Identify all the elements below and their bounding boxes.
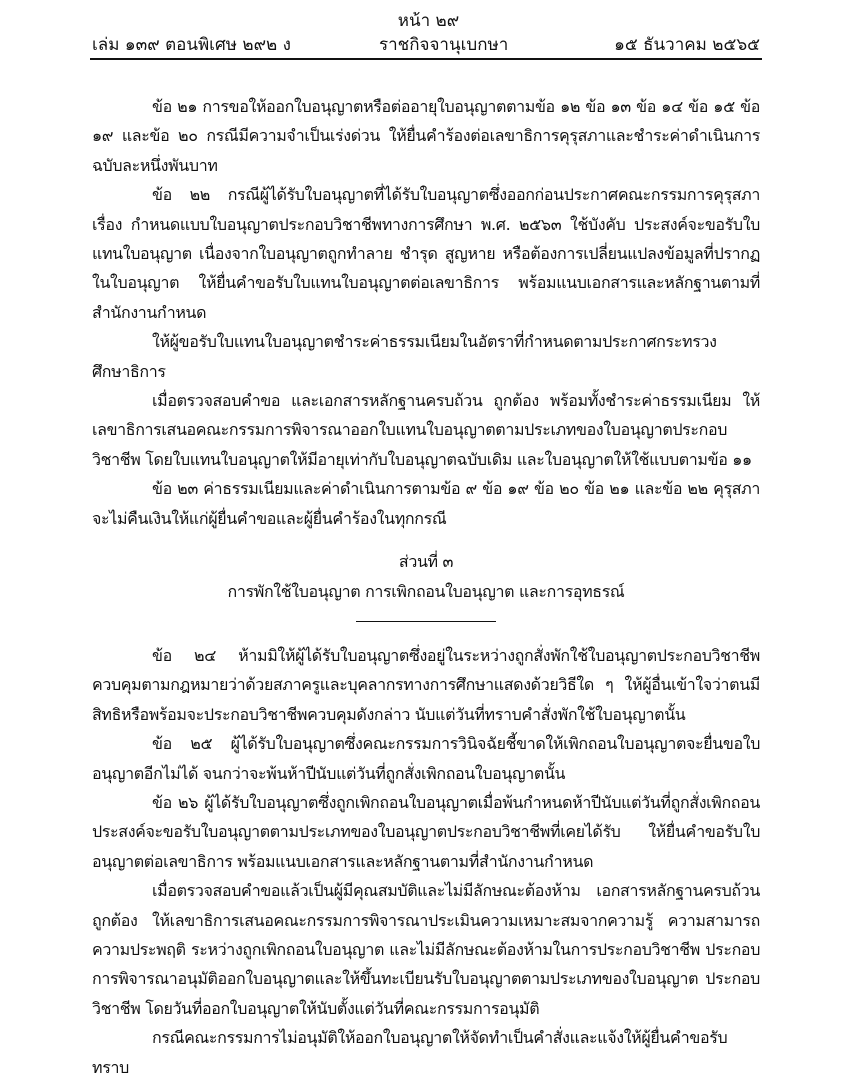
- clause-22: ข้อ ๒๒ กรณีผู้ได้รับใบอนุญาตที่ได้รับใบอนุญาตซึ่งออกก่อนประกาศคณะกรรมการคุรุสภา เรื่อง กำหนดแบบใบอนุญาตประกอบวิชาชีพทางการศึกษา พ.ศ. ๒๕๖๓ ใช้บังคับ ประสงค์จะขอรับใบแทนใบอนุญาต เนื่องจากใบอนุญาตถูกทำลาย ชำรุด สูญหาย หรือต้องการเปลี่ยนแปลงข้อมูลที่ปรากฏในใบอนุญาต ให้ยื่นคำขอรับใบแทนใบอนุญาตต่อเลขาธิการ พร้อมแนบเอกสารและหลักฐานตามที่สำนักงานกำหนด: [92, 185, 760, 322]
- clause-26-reject: กรณีคณะกรรมการไม่อนุมัติให้ออกใบอนุญาตให้จัดทำเป็นคำสั่งและแจ้งให้ผู้ยื่นคำขอรับทราบ: [92, 1028, 728, 1077]
- volume-issue: เล่ม ๑๓๙ ตอนพิเศษ ๒๙๒ ง: [92, 35, 291, 55]
- clause-23: ข้อ ๒๓ ค่าธรรมเนียมและค่าดำเนินการตามข้อ ๙ ข้อ ๑๙ ข้อ ๒๐ ข้อ ๒๑ และข้อ ๒๒ คุรุสภาจะไม่คืนเงินให้แก่ผู้ยื่นคำขอและผู้ยื่นคำร้องในทุกกรณี: [92, 479, 760, 528]
- page-number: หน้า ๒๙: [397, 11, 460, 31]
- clause-24: ข้อ ๒๔ ห้ามมิให้ผู้ได้รับใบอนุญาตซึ่งอยู่ในระหว่างถูกสั่งพักใช้ใบอนุญาตประกอบวิชาชีพควบคุมตามกฎหมายว่าด้วยสภาครูและบุคลากรทางการศึกษาแสดงด้วยวิธีใด ๆ ให้ผู้อื่นเข้าใจว่าตนมีสิทธิหรือพร้อมจะประกอบวิชาชีพควบคุมดังกล่าว นับแต่วันที่ทราบคำสั่งพักใช้ใบอนุญาตนั้น: [92, 645, 760, 724]
- clause-25: ข้อ ๒๕ ผู้ได้รับใบอนุญาตซึ่งคณะกรรมการวินิจฉัยชี้ขาดให้เพิกถอนใบอนุญาตจะยื่นขอใบอนุญาตอีกไม่ได้ จนกว่าจะพ้นห้าปีนับแต่วันที่ถูกสั่งเพิกถอนใบอนุญาตนั้น: [92, 734, 760, 783]
- section-divider: [356, 621, 496, 622]
- clause-22-fee: ให้ผู้ขอรับใบแทนใบอนุญาตชำระค่าธรรมเนียมในอัตราที่กำหนดตามประกาศกระทรวงศึกษาธิการ: [92, 332, 717, 381]
- document-body: [92, 92, 760, 1082]
- clause-22-review: เมื่อตรวจสอบคำขอ และเอกสารหลักฐานครบถ้วน ถูกต้อง พร้อมทั้งชำระค่าธรรมเนียม ให้เลขาธิการเสนอคณะกรรมการพิจารณาออกใบแทนใบอนุญาตตามประเภทของใบอนุญาตประกอบวิชาชีพ โดยใบแทนใบอนุญาตให้มีอายุเท่ากับใบอนุญาตฉบับเดิม และใบอนุญาตให้ใช้แบบตามข้อ ๑๑: [92, 391, 760, 469]
- publication-date: ๑๕ ธันวาคม ๒๕๖๕: [614, 35, 760, 55]
- clause-26-review: เมื่อตรวจสอบคำขอแล้วเป็นผู้มีคุณสมบัติและไม่มีลักษณะต้องห้าม เอกสารหลักฐานครบถ้วน ถูกต้อง ให้เลขาธิการเสนอคณะกรรมการพิจารณาประเมินความเหมาะสมจากความรู้ ความสามารถ ความประพฤติ ระหว่างถูกเพิกถอนใบอนุญาต และไม่มีลักษณะต้องห้ามในการประกอบวิชาชีพ ประกอบการพิจารณาอนุมัติออกใบอนุญาตและให้ขึ้นทะเบียนรับใบอนุญาตตามประเภทของใบอนุญาต ประกอบวิชาชีพ โดยวันที่ออกใบอนุญาตให้นับตั้งแต่วันที่คณะกรรมการอนุมัติ: [92, 881, 760, 1018]
- section-label: ส่วนที่ ๓: [398, 552, 454, 572]
- gazette-header: [92, 32, 760, 58]
- section-title: การพักใช้ใบอนุญาต การเพิกถอนใบอนุญาต และการอุทธรณ์: [227, 581, 625, 601]
- clause-21: ข้อ ๒๑ การขอให้ออกใบอนุญาตหรือต่ออายุใบอนุญาตตามข้อ ๑๒ ข้อ ๑๓ ข้อ ๑๔ ข้อ ๑๕ ข้อ ๑๙ และข้อ ๒๐ กรณีมีความจำเป็นเร่งด่วน ให้ยื่นคำร้องต่อเลขาธิการคุรุสภาและชำระค่าดำเนินการฉบับละหนึ่งพันบาท: [92, 97, 760, 175]
- clause-26: ข้อ ๒๖ ผู้ได้รับใบอนุญาตซึ่งถูกเพิกถอนใบอนุญาตเมื่อพ้นกำหนดห้าปีนับแต่วันที่ถูกสั่งเพิกถอนประสงค์จะขอรับใบอนุญาตตามประเภทของใบอนุญาตประกอบวิชาชีพที่เคยได้รับ ให้ยื่นคำขอรับใบอนุญาตต่อเลขาธิการ พร้อมแนบเอกสารและหลักฐานตามที่สำนักงานกำหนด: [92, 792, 760, 871]
- header-rule: [90, 58, 762, 60]
- gazette-name: ราชกิจจานุเบกษา: [379, 35, 509, 55]
